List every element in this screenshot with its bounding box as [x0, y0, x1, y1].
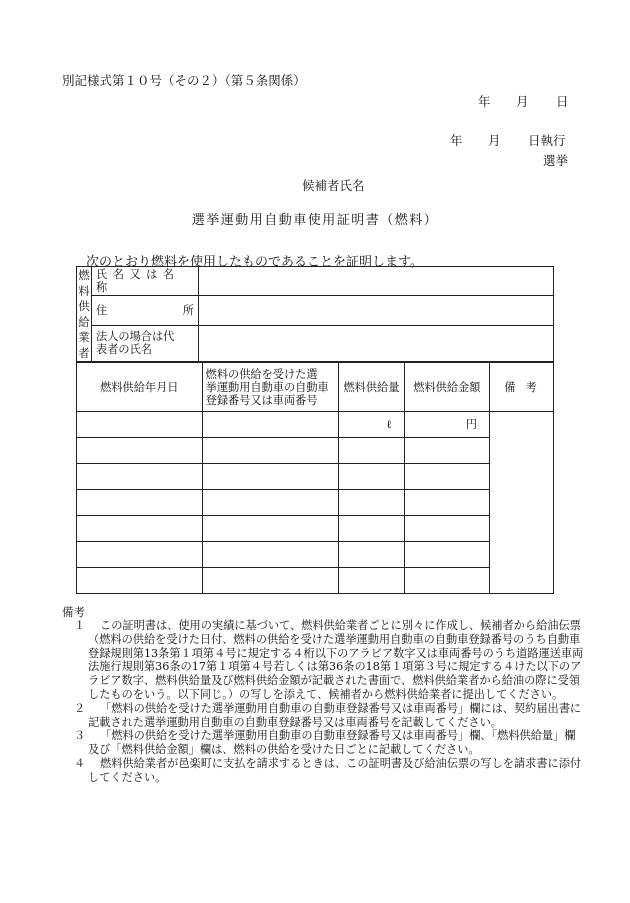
table-row — [77, 542, 554, 568]
header-vehicle-line: 挙運動用自動車の自動車 — [205, 380, 329, 394]
supplier-address-label — [92, 296, 199, 325]
cell-price[interactable] — [404, 568, 489, 594]
form-number: 別記様式第１０号（その２）（第５条関係） — [62, 73, 306, 88]
note-item — [64, 729, 584, 757]
rep-label-line1: 法人の場合は代 — [96, 330, 175, 344]
cell-vehicle[interactable] — [202, 464, 338, 490]
supplier-table — [76, 266, 554, 362]
document-title: 選挙運動用自動車使用証明書（燃料） — [191, 213, 439, 228]
vlabel-char: 料 — [78, 284, 90, 298]
header-vehicle-line: 登録番号又は車両番号 — [205, 393, 318, 407]
cell-vehicle[interactable] — [202, 438, 338, 464]
address-label-part: 住 — [96, 303, 108, 317]
table-row — [77, 516, 554, 542]
cell-amount[interactable] — [339, 542, 405, 568]
cell-price[interactable]: 円 — [404, 412, 489, 438]
cell-price[interactable] — [404, 516, 489, 542]
note-item — [64, 757, 584, 785]
cell-vehicle[interactable] — [202, 412, 338, 438]
header-price: 燃料供給金額 — [404, 363, 489, 412]
note-text: 「燃料の供給を受けた選挙運動用自動車の自動車登録番号又は車両番号」欄、「燃料供給量」欄及び「燃料供給金額」欄は、燃料の供給を受けた日ごとに記載してください。 — [88, 729, 576, 757]
cell-date[interactable] — [77, 464, 203, 490]
cell-amount[interactable] — [339, 464, 405, 490]
notes-title: 備考 — [62, 605, 85, 619]
cell-date[interactable] — [77, 412, 203, 438]
supplier-rep-label — [92, 325, 199, 361]
note-text: 燃料供給業者が邑楽町に支払を請求するときは、この証明書及び給油伝票の写しを請求書に添付してください。 — [88, 756, 582, 784]
cell-vehicle[interactable] — [202, 542, 338, 568]
cell-amount[interactable] — [339, 490, 405, 516]
cell-amount[interactable] — [339, 438, 405, 464]
cell-date[interactable] — [77, 568, 203, 594]
cell-vehicle[interactable] — [202, 568, 338, 594]
supplier-name-field[interactable] — [199, 267, 554, 296]
note-item — [64, 702, 584, 730]
table-row — [77, 490, 554, 516]
cell-price[interactable] — [404, 464, 489, 490]
cell-date[interactable] — [77, 438, 203, 464]
note-text: この証明書は、使用の実績に基づいて、燃料供給業者ごとに別々に作成し、候補者から給油伝票（燃料の供給を受けた日付、燃料の供給を受けた選挙運動用自動車の自動車登録番号のうち自動車登録規則第13条第１項第４号に規定する４桁以下のアラビア数字又は車両番号のうち道路運送車両法施行規則第36条の17第１項第４号若しくは第36条の18第１項第３号に規定する４けた以下のアラビア数字、燃料供給量及び燃料供給金額が記載された書面で、燃料供給業者から給油の際に受領したものをいう。以下同じ。）の写しを添えて、候補者から燃料供給業者に提出してください。 — [88, 619, 584, 701]
address-label-part: 所 — [182, 303, 194, 317]
table-row — [77, 438, 554, 464]
supplier-vertical-label — [77, 267, 92, 362]
header-vehicle-line: 燃料の供給を受けた選 — [205, 367, 318, 381]
note-number: ４ — [74, 756, 86, 770]
header-vehicle — [202, 363, 338, 412]
records-table — [76, 362, 554, 594]
cell-amount[interactable]: ℓ — [339, 412, 405, 438]
cell-price[interactable] — [404, 438, 489, 464]
vlabel-char: 業 — [78, 331, 90, 344]
cell-date[interactable] — [77, 516, 203, 542]
header-remarks: 備考 — [489, 363, 553, 412]
header-date-month: 月 — [516, 94, 529, 109]
note-number: ３ — [74, 729, 86, 743]
cell-price[interactable] — [404, 490, 489, 516]
header-date-day: 日 — [556, 94, 569, 109]
cell-amount[interactable] — [339, 568, 405, 594]
table-row — [77, 568, 554, 594]
note-text: 「燃料の供給を受けた選挙運動用自動車の自動車登録番号又は車両番号」欄には、契約届出書に記載された選挙運動用自動車の自動車登録番号又は車両番号を記載してください。 — [88, 701, 582, 729]
supplier-name-label — [92, 267, 199, 296]
election-label: 選挙 — [542, 153, 568, 168]
table-row — [77, 412, 554, 438]
cell-vehicle[interactable] — [202, 516, 338, 542]
note-number: １ — [74, 619, 86, 632]
vlabel-char: 者 — [78, 346, 90, 360]
cell-amount[interactable] — [339, 516, 405, 542]
note-item — [64, 619, 584, 702]
notes-list — [64, 619, 584, 785]
vlabel-char: 給 — [78, 315, 90, 329]
address-label-text — [96, 304, 194, 317]
cell-vehicle[interactable] — [202, 490, 338, 516]
supplier-address-field[interactable] — [199, 296, 554, 325]
election-date-month: 月 — [488, 133, 501, 148]
election-date-day-exec: 日執行 — [528, 133, 566, 148]
election-date-year: 年 — [450, 133, 463, 148]
note-number: ２ — [74, 701, 86, 715]
supplier-rep-field[interactable] — [199, 325, 554, 361]
cell-price[interactable] — [404, 542, 489, 568]
header-date: 燃料供給年月日 — [77, 363, 203, 412]
certify-text: 次のとおり燃料を使用したものであることを証明します。 — [86, 255, 423, 270]
cell-date[interactable] — [77, 490, 203, 516]
vlabel-char: 燃 — [78, 269, 90, 282]
cell-remarks[interactable] — [489, 412, 553, 594]
rep-label-line2: 表者の氏名 — [96, 343, 152, 357]
vlabel-char: 供 — [78, 300, 90, 313]
name-label-text: 氏名又は名称 — [96, 268, 180, 295]
header-date-year: 年 — [478, 94, 491, 109]
table-row — [77, 464, 554, 490]
header-amount: 燃料供給量 — [339, 363, 405, 412]
cell-date[interactable] — [77, 542, 203, 568]
candidate-label: 候補者氏名 — [302, 178, 365, 193]
